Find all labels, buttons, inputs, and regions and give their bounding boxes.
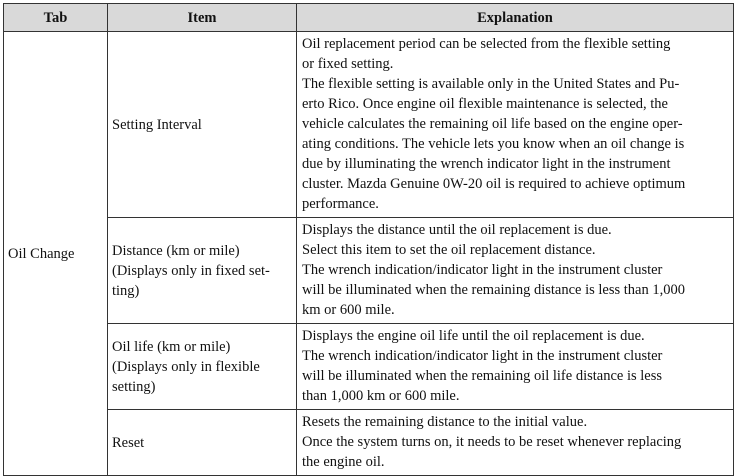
explanation-line: the engine oil. [302, 454, 385, 470]
explanation-line: Resets the remaining distance to the initial value. [302, 414, 588, 430]
explanation-line: cluster. Mazda Genuine 0W-20 oil is required to achieve optimum [302, 176, 686, 192]
header-explanation: Explanation [297, 4, 734, 32]
explanation-line: than 1,000 km or 600 mile. [302, 388, 460, 404]
item-line: Oil life (km or mile) [112, 338, 231, 355]
explanation-line: The wrench indication/indicator light in the instrument cluster [302, 348, 663, 364]
explanation-line: or fixed setting. [302, 56, 394, 72]
explanation-line: erto Rico. Once engine oil flexible maintenance is selected, the [302, 96, 668, 112]
table-header-row [4, 4, 734, 32]
explanation-line: ating conditions. The vehicle lets you know when an oil change is [302, 136, 685, 152]
explanation-line: Oil replacement period can be selected from the flexible setting [302, 36, 671, 52]
item-line: ting) [112, 282, 140, 299]
item-line: setting) [112, 378, 156, 395]
item-line: Setting Interval [112, 116, 202, 133]
explanation-line: Once the system turns on, it needs to be reset whenever replacing [302, 434, 682, 450]
item-line: Distance (km or mile) [112, 242, 240, 259]
explanation-line: The wrench indication/indicator light in the instrument cluster [302, 262, 663, 278]
table-row [4, 32, 734, 218]
item-cell-oil-life [108, 324, 297, 410]
item-cell-distance [108, 218, 297, 324]
explanation-line: performance. [302, 196, 379, 212]
header-item: Item [108, 4, 297, 32]
explanation-line: Displays the distance until the oil replacement is due. [302, 222, 612, 238]
item-line: (Displays only in fixed set- [112, 262, 270, 279]
table-row [4, 218, 734, 324]
tab-cell-oil-change: Oil Change [4, 32, 108, 476]
header-tab: Tab [4, 4, 108, 32]
item-line: Reset [112, 434, 145, 451]
explanation-line: Select this item to set the oil replacement distance. [302, 242, 596, 258]
item-line: (Displays only in flexible [112, 358, 260, 375]
explanation-line: km or 600 mile. [302, 302, 395, 318]
explanation-line: The flexible setting is available only in the United States and Pu- [302, 76, 680, 92]
explanation-line: will be illuminated when the remaining oil life distance is less [302, 368, 663, 384]
explanation-cell-oil-life [297, 324, 734, 410]
oil-change-settings-table [3, 3, 734, 476]
table-row [4, 324, 734, 410]
explanation-line: will be illuminated when the remaining distance is less than 1,000 [302, 282, 685, 298]
explanation-cell-distance [297, 218, 734, 324]
explanation-cell-setting-interval [297, 32, 734, 218]
explanation-line: vehicle calculates the remaining oil life based on the engine oper- [302, 116, 683, 132]
item-cell-setting-interval [108, 32, 297, 218]
explanation-line: Displays the engine oil life until the oil replacement is due. [302, 328, 645, 344]
explanation-line: due by illuminating the wrench indicator light in the instrument [302, 156, 671, 172]
